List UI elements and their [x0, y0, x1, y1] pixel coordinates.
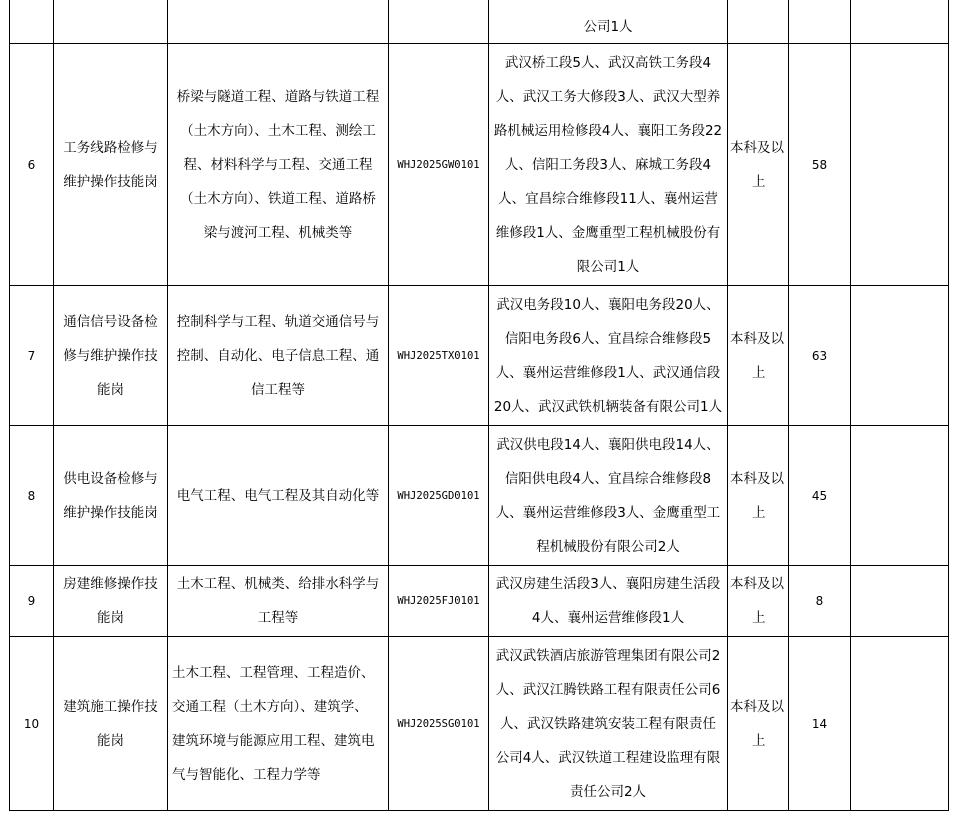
cell-count: 63: [789, 286, 851, 426]
cell-units: 武汉电务段10人、襄阳电务段20人、 信阳电务段6人、宜昌综合维修段5 人、襄州运营维修段1人、武汉通信段 20人、武汉武铁机辆装备有限公司1人: [489, 286, 728, 426]
units-line: 公司1人: [583, 19, 633, 35]
cell-no: 9: [10, 566, 54, 637]
cell-post: [54, 0, 168, 44]
cell-units: 武汉房建生活段3人、襄阳房建生活段 4人、襄州运营维修段1人: [489, 566, 728, 637]
cell-remark: [851, 637, 949, 811]
cell-edu: 本科及以 上: [728, 286, 789, 426]
cell-code: WHJ2025FJ0101: [389, 566, 489, 637]
cell-no: 6: [10, 44, 54, 286]
cell-edu: 本科及以 上: [728, 44, 789, 286]
cell-code: [389, 0, 489, 44]
cell-majors: 电气工程、电气工程及其自动化等: [168, 426, 389, 566]
cell-count: 58: [789, 44, 851, 286]
recruitment-table: [9, 0, 949, 811]
cell-majors: 土木工程、工程管理、工程造价、 交通工程（土木方向）、建筑学、 建筑环境与能源应用工程、建筑电 气与智能化、工程力学等: [168, 637, 389, 811]
cell-remark: [851, 566, 949, 637]
cell-majors: [168, 0, 389, 44]
cell-no: [10, 0, 54, 44]
table-row: [10, 44, 949, 286]
cell-majors: 桥梁与隧道工程、道路与铁道工程 （土木方向）、土木工程、测绘工 程、材料科学与工程、交通工程 （土木方向）、铁道工程、道路桥 梁与渡河工程、机械类等: [168, 44, 389, 286]
cell-post: 房建维修操作技 能岗: [54, 566, 168, 637]
cell-edu: 本科及以 上: [728, 566, 789, 637]
cell-remark: [851, 44, 949, 286]
cell-remark: [851, 0, 949, 44]
cell-no: 10: [10, 637, 54, 811]
cell-no: 7: [10, 286, 54, 426]
cell-count: 14: [789, 637, 851, 811]
cell-code: WHJ2025TX0101: [389, 286, 489, 426]
cell-post: 供电设备检修与 维护操作技能岗: [54, 426, 168, 566]
cell-majors: 控制科学与工程、轨道交通信号与 控制、自动化、电子信息工程、通 信工程等: [168, 286, 389, 426]
cell-count: 45: [789, 426, 851, 566]
cell-remark: [851, 286, 949, 426]
cell-edu: 本科及以 上: [728, 426, 789, 566]
cell-post: 建筑施工操作技 能岗: [54, 637, 168, 811]
table-row: [10, 566, 949, 637]
cell-count: [789, 0, 851, 44]
cell-code: WHJ2025GD0101: [389, 426, 489, 566]
cell-remark: [851, 426, 949, 566]
cell-edu: 本科及以 上: [728, 637, 789, 811]
cell-code: WHJ2025GW0101: [389, 44, 489, 286]
cell-majors: 土木工程、机械类、给排水科学与 工程等: [168, 566, 389, 637]
cell-post: 通信信号设备检 修与维护操作技 能岗: [54, 286, 168, 426]
cell-units: [489, 0, 728, 44]
cell-units: 武汉武铁酒店旅游管理集团有限公司2 人、武汉江腾铁路工程有限责任公司6 人、武汉铁路建筑安装工程有限责任 公司4人、武汉铁道工程建设监理有限 责任公司2人: [489, 637, 728, 811]
cell-edu: [728, 0, 789, 44]
cell-post: 工务线路检修与 维护操作技能岗: [54, 44, 168, 286]
table-row: [10, 637, 949, 811]
cell-count: 8: [789, 566, 851, 637]
cell-code: WHJ2025SG0101: [389, 637, 489, 811]
table-row-top: [10, 0, 949, 44]
table-row: [10, 286, 949, 426]
cell-units: 武汉供电段14人、襄阳供电段14人、 信阳供电段4人、宜昌综合维修段8 人、襄州运营维修段3人、金鹰重型工 程机械股份有限公司2人: [489, 426, 728, 566]
cell-no: 8: [10, 426, 54, 566]
table-row: [10, 426, 949, 566]
cell-units: 武汉桥工段5人、武汉高铁工务段4 人、武汉工务大修段3人、武汉大型养 路机械运用检修段4人、襄阳工务段22 人、信阳工务段3人、麻城工务段4 人、宜昌综合维修段11人、襄州运营 维修段1人、金鹰重型工程机械股份有 限公司1人: [489, 44, 728, 286]
